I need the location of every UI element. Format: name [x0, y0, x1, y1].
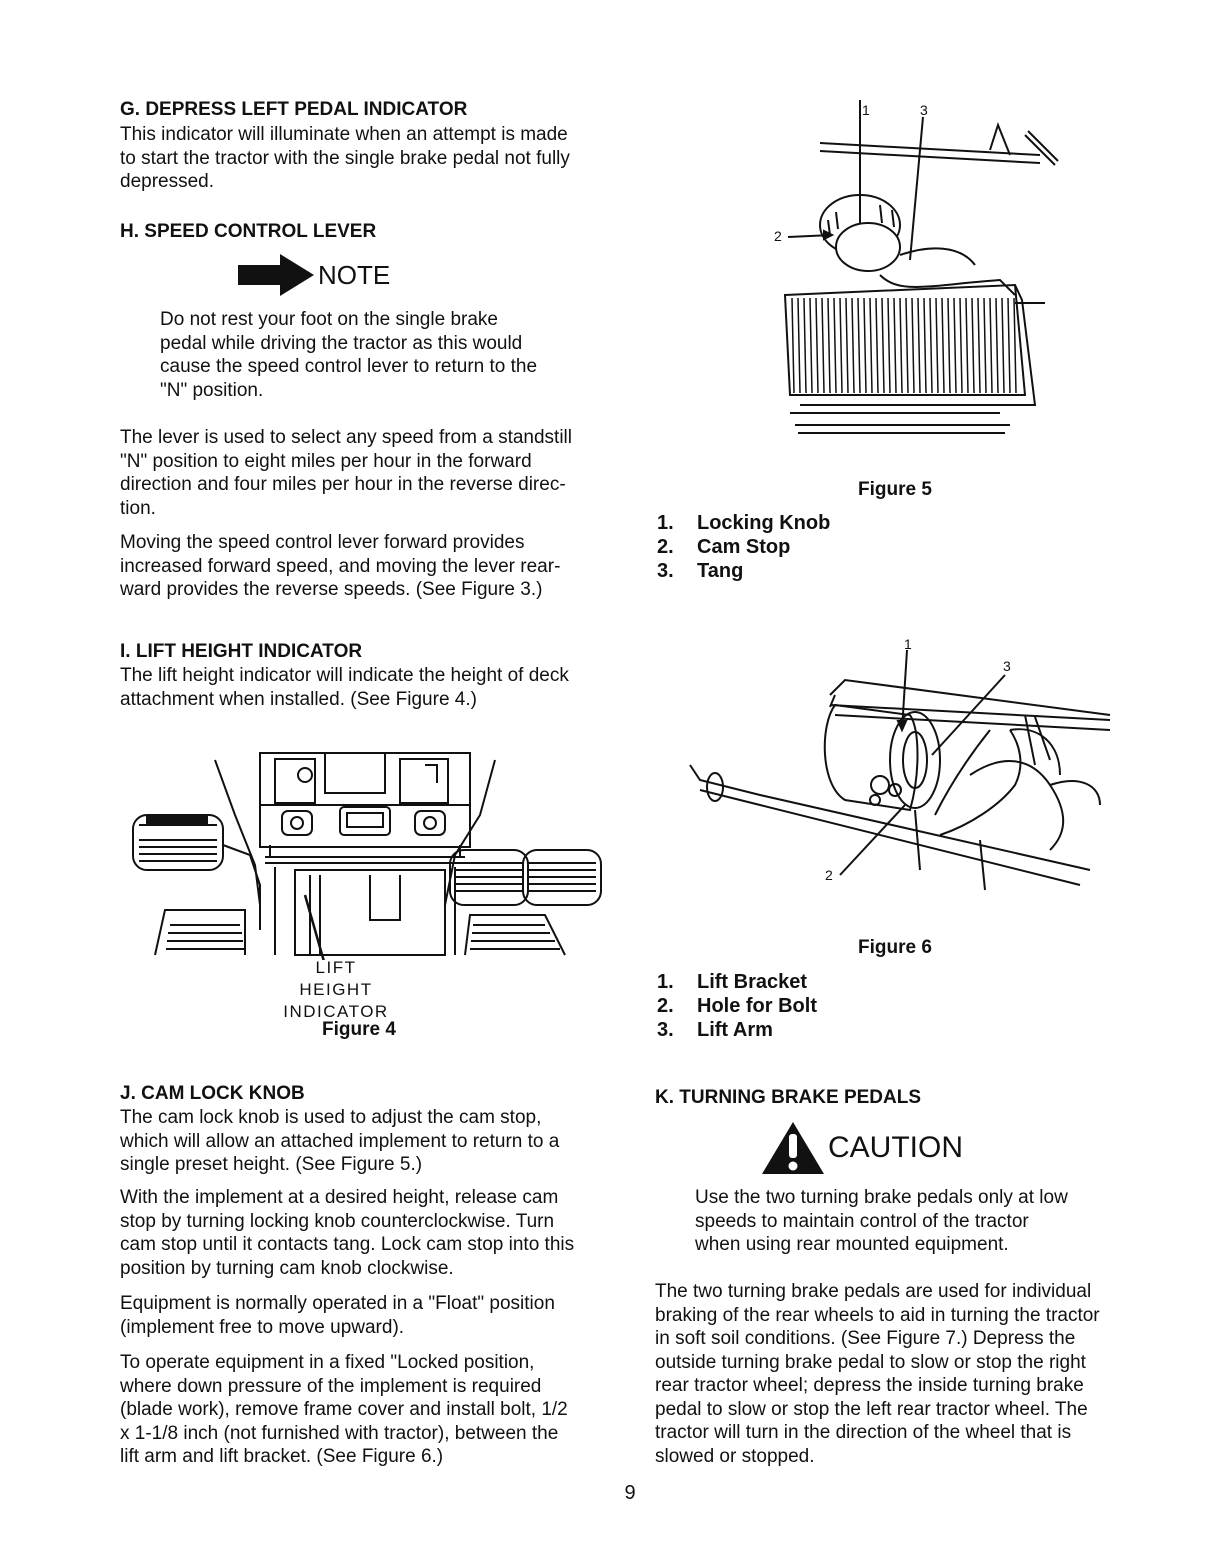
text-line: cam stop until it contacts tang. Lock cam stop into this — [120, 1234, 575, 1255]
text-line: Use the two turning brake pedals only at low — [695, 1187, 1068, 1208]
section-k-paragraph — [655, 1280, 1141, 1468]
caution-callout — [760, 1120, 963, 1176]
section-j-paragraph-4 — [120, 1351, 610, 1469]
text-line: when using rear mounted equipment. — [695, 1234, 1009, 1255]
item-label: Cam Stop — [697, 536, 791, 558]
grille-line — [894, 298, 896, 393]
text-line: (implement free to move upward). — [120, 1316, 405, 1338]
figure-6-legend — [657, 970, 817, 1042]
text-line: tion. — [120, 497, 156, 519]
item-label: Lift Arm — [697, 1019, 773, 1041]
text-line: Do not rest your foot on the single brake — [160, 309, 498, 330]
section-j-paragraph-2 — [120, 1186, 610, 1280]
item-number: 2. — [657, 536, 674, 558]
figure-5-callout-1: 1 — [862, 102, 870, 118]
grille-line — [948, 298, 950, 393]
section-j-paragraph-1 — [120, 1106, 610, 1177]
grille-line — [906, 298, 908, 393]
callout-line: LIFT HEIGHT — [299, 958, 373, 999]
arrow-icon — [236, 252, 316, 298]
text-line: To operate equipment in a fixed "Locked position, — [120, 1352, 535, 1373]
text-line: tractor will turn in the direction of the wheel that is — [655, 1422, 1072, 1443]
section-k-heading: K. TURNING BRAKE PEDALS — [655, 1087, 922, 1108]
grille-line — [822, 298, 824, 393]
text-line: depressed. — [120, 171, 215, 192]
figure-6-callout-3: 3 — [1003, 658, 1011, 674]
text-line: This indicator will illuminate when an attempt is made — [120, 124, 568, 145]
text-line: Equipment is normally operated in a "Float" position — [120, 1293, 555, 1314]
item-number: 2. — [657, 995, 674, 1017]
grille-line — [882, 298, 884, 393]
section-g-text — [120, 123, 610, 194]
section-h-heading: H. SPEED CONTROL LEVER — [120, 221, 377, 242]
section-h-paragraph-1 — [120, 426, 610, 520]
item-number: 1. — [657, 512, 674, 534]
grille-line — [888, 298, 890, 393]
item-number: 1. — [657, 971, 674, 993]
grille-line — [828, 298, 830, 393]
text-line: in soft soil conditions. (See Figure 7.) Depress the — [655, 1328, 1076, 1349]
grille-line — [792, 298, 794, 393]
note-label: NOTE — [318, 260, 391, 290]
grille-line — [900, 298, 902, 393]
grille-line — [1002, 298, 1004, 393]
section-h-paragraph-2 — [120, 531, 610, 602]
list-item — [657, 994, 817, 1018]
grille-line — [858, 298, 860, 393]
list-item — [657, 511, 830, 535]
text-line: direction and four miles per hour in the reverse direc- — [120, 474, 566, 495]
item-label: Locking Knob — [697, 512, 831, 534]
figure-5-illustration — [760, 95, 1060, 445]
item-label: Tang — [697, 560, 744, 582]
item-label: Hole for Bolt — [697, 995, 817, 1017]
note-callout — [236, 252, 390, 298]
text-line: lift arm and lift bracket. (See Figure 6.) — [120, 1446, 444, 1467]
text-line: (blade work), remove frame cover and install bolt, 1/2 — [120, 1399, 568, 1420]
list-item — [657, 970, 817, 994]
text-line: braking of the rear wheels to aid in turning the tractor — [655, 1304, 1100, 1326]
figure-4-caption: Figure 4 — [322, 1019, 396, 1040]
note-text — [160, 308, 562, 402]
item-number: 3. — [657, 1019, 674, 1041]
text-line: pedal to slow or stop the left rear tractor wheel. The — [655, 1398, 1088, 1420]
grille-line — [1014, 298, 1016, 393]
text-line: attachment when installed. (See Figure 4.) — [120, 688, 477, 710]
text-line: which will allow an attached implement to return to a — [120, 1130, 560, 1152]
list-item — [657, 559, 830, 583]
text-line: The lever is used to select any speed from a standstill — [120, 427, 573, 448]
figure-5-legend — [657, 511, 830, 583]
figure-4-callout — [276, 957, 396, 1023]
section-j-paragraph-3 — [120, 1292, 610, 1339]
list-item — [657, 535, 830, 559]
text-line: "N" position to eight miles per hour in the forward — [120, 450, 532, 472]
text-line: x 1-1/8 inch (not furnished with tractor), between the — [120, 1422, 559, 1444]
figure-6-callout-1: 1 — [904, 636, 912, 652]
grille-line — [816, 298, 818, 393]
grille-line — [930, 298, 932, 393]
grille-line — [990, 298, 992, 393]
grille-line — [954, 298, 956, 393]
grille-line — [870, 298, 872, 393]
section-g-heading: G. DEPRESS LEFT PEDAL INDICATOR — [120, 99, 468, 120]
section-i-heading: I. LIFT HEIGHT INDICATOR — [120, 641, 363, 662]
grille-line — [924, 298, 926, 393]
grille-line — [960, 298, 962, 393]
grille-line — [966, 298, 968, 393]
text-line: outside turning brake pedal to slow or stop the right — [655, 1351, 1086, 1373]
warning-icon — [760, 1120, 826, 1176]
section-i-text — [120, 664, 610, 711]
grille-line — [846, 298, 848, 393]
text-line: pedal while driving the tractor as this would — [160, 332, 523, 354]
text-line: position by turning cam knob clockwise. — [120, 1257, 454, 1279]
figure-5-callout-2: 2 — [774, 228, 782, 244]
grille-line — [918, 298, 920, 393]
text-line: slowed or stopped. — [655, 1445, 815, 1467]
grille-line — [834, 298, 836, 393]
caution-text — [695, 1186, 1097, 1257]
figure-6-caption: Figure 6 — [858, 937, 932, 958]
text-line: The lift height indicator will indicate the height of deck — [120, 665, 569, 686]
figure-5-callout-3: 3 — [920, 102, 928, 118]
item-number: 3. — [657, 560, 674, 582]
grille-line — [852, 298, 854, 393]
text-line: where down pressure of the implement is required — [120, 1375, 542, 1397]
grille-line — [840, 298, 842, 393]
grille-line — [1008, 298, 1010, 393]
text-line: to start the tractor with the single brake pedal not fully — [120, 147, 570, 169]
callout-line: INDICATOR — [283, 1002, 389, 1021]
text-line: stop by turning locking knob counterclockwise. Turn — [120, 1210, 555, 1232]
text-line: speeds to maintain control of the tractor — [695, 1210, 1029, 1232]
figure-6-callout-2: 2 — [825, 867, 833, 883]
grille-line — [978, 298, 980, 393]
text-line: rear tractor wheel; depress the inside turning brake — [655, 1375, 1084, 1396]
figure-5-caption: Figure 5 — [858, 479, 932, 500]
text-line: increased forward speed, and moving the lever rear- — [120, 555, 561, 577]
grille-line — [798, 298, 800, 393]
text-line: The cam lock knob is used to adjust the cam stop, — [120, 1107, 542, 1128]
figure-4-illustration — [125, 745, 615, 960]
list-item — [657, 1018, 817, 1042]
grille-line — [864, 298, 866, 393]
item-label: Lift Bracket — [697, 971, 808, 993]
grille-line — [972, 298, 974, 393]
section-j-heading: J. CAM LOCK KNOB — [120, 1083, 305, 1104]
grille-line — [942, 298, 944, 393]
text-line: single preset height. (See Figure 5.) — [120, 1154, 423, 1175]
grille-line — [912, 298, 914, 393]
text-line: cause the speed control lever to return to the — [160, 356, 538, 377]
text-line: The two turning brake pedals are used for individual — [655, 1281, 1092, 1302]
text-line: "N" position. — [160, 379, 264, 401]
text-line: ward provides the reverse speeds. (See Figure 3.) — [120, 579, 543, 600]
grille-line — [996, 298, 998, 393]
grille-line — [876, 298, 878, 393]
text-line: Moving the speed control lever forward provides — [120, 532, 525, 553]
grille-line — [936, 298, 938, 393]
caution-label: CAUTION — [828, 1131, 963, 1164]
grille-line — [810, 298, 812, 393]
grille-line — [984, 298, 986, 393]
text-line: With the implement at a desired height, release cam — [120, 1187, 559, 1208]
grille-line — [804, 298, 806, 393]
figure-6-illustration — [670, 635, 1120, 900]
page-number: 9 — [624, 1482, 636, 1504]
